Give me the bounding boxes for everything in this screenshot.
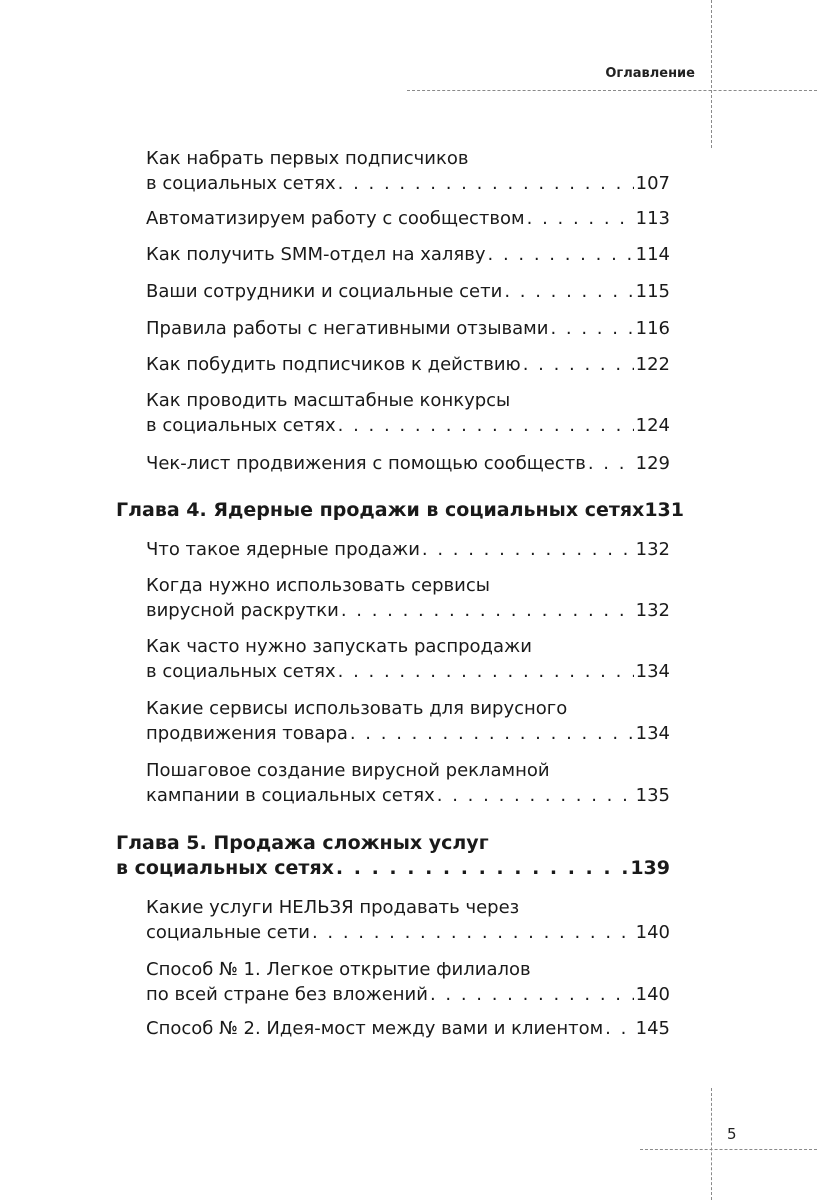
toc-entry-title: Правила работы с негативными отзывами — [146, 318, 549, 339]
toc-entry-title: в социальных сетях — [146, 661, 336, 682]
leader-dots — [350, 721, 634, 746]
toc-entry[interactable] — [146, 206, 670, 231]
toc-entry-title: социальные сети — [146, 922, 310, 943]
leader-dots — [527, 206, 634, 231]
toc-entry-title: Чек-лист продвижения с помощью сообществ — [146, 453, 586, 474]
toc-page-number: 115 — [635, 281, 670, 302]
toc-entry-title-line: Способ № 1. Легкое открытие филиалов — [146, 959, 531, 980]
page-title: Оглавление — [605, 66, 695, 81]
toc-entry-title: кампании в социальных сетях — [146, 785, 435, 806]
toc-chapter[interactable] — [116, 498, 684, 523]
toc-entry-title: в социальных сетях — [146, 173, 336, 194]
toc-entry[interactable] — [146, 146, 670, 196]
toc-entry-title-line: Пошаговое создание вирусной рекламной — [146, 760, 550, 781]
toc-page-number: 134 — [635, 723, 670, 744]
toc-page-number: 114 — [635, 244, 670, 265]
toc-entry[interactable] — [146, 758, 670, 808]
toc-entry-title: Автоматизируем работу с сообществом — [146, 208, 525, 229]
toc-entry-title-line: Какие сервисы использовать для вирусного — [146, 698, 568, 719]
toc-chapter-title-line: Глава 5. Продажа сложных услуг — [116, 832, 489, 854]
toc-entry[interactable] — [146, 957, 670, 1007]
leader-dots — [550, 316, 633, 341]
toc-page-number: 134 — [635, 661, 670, 682]
toc-entry-title: Как побудить подписчиков к действию — [146, 354, 521, 375]
toc-page-number: 129 — [635, 453, 670, 474]
toc-page-number: 145 — [635, 1018, 670, 1039]
toc-page-number: 132 — [635, 539, 670, 560]
toc-entry-title: Что такое ядерные продажи — [146, 539, 420, 560]
leader-dots — [341, 598, 634, 623]
toc-entry[interactable] — [146, 388, 670, 438]
leader-dots — [338, 413, 634, 438]
toc-entry[interactable] — [146, 1016, 670, 1041]
leader-dots — [588, 451, 634, 476]
toc-entry-title-line: Как набрать первых подписчиков — [146, 148, 469, 169]
toc-entry-title: Как получить SMM-отдел на халяву — [146, 244, 486, 265]
toc-entry-title-line: Какие услуги НЕЛЬЗЯ продавать через — [146, 897, 520, 918]
toc-entry[interactable] — [146, 316, 670, 341]
leader-dots — [338, 171, 634, 196]
toc-page-number: 135 — [635, 785, 670, 806]
leader-dots — [504, 279, 633, 304]
toc-entry-title: в социальных сетях — [146, 415, 336, 436]
leader-dots — [437, 783, 634, 808]
toc-entry-title: по всей стране без вложений — [146, 984, 428, 1005]
toc-entry[interactable] — [146, 696, 670, 746]
toc-entry[interactable] — [146, 895, 670, 945]
leader-dots — [336, 856, 628, 881]
toc-page-number: 131 — [644, 499, 684, 521]
toc-entry-title: продвижения товара — [146, 723, 348, 744]
leader-dots — [605, 1016, 633, 1041]
toc-entry[interactable] — [146, 537, 670, 562]
toc-entry-title-line: Как проводить масштабные конкурсы — [146, 390, 511, 411]
toc-page-number: 140 — [635, 922, 670, 943]
toc-page-number: 116 — [635, 318, 670, 339]
toc-page-number: 124 — [635, 415, 670, 436]
page-number: 5 — [727, 1125, 737, 1143]
toc-entry[interactable] — [146, 279, 670, 304]
toc-entry[interactable] — [146, 352, 670, 377]
toc-entry-title: Способ № 2. Идея-мост между вами и клиентом — [146, 1018, 604, 1039]
leader-dots — [430, 982, 634, 1007]
toc-page-number: 122 — [635, 354, 670, 375]
toc-page-number: 139 — [630, 857, 670, 879]
leader-dots — [488, 242, 634, 267]
toc-entry-title-line: Как часто нужно запускать распродажи — [146, 636, 532, 657]
leader-dots — [422, 537, 634, 562]
toc-page-number: 107 — [635, 173, 670, 194]
toc-chapter-title: в социальных сетях — [116, 857, 334, 879]
toc-entry-title: Ваши сотрудники и социальные сети — [146, 281, 503, 302]
toc-page-number: 140 — [635, 984, 670, 1005]
toc-entry[interactable] — [146, 573, 670, 623]
leader-dots — [312, 920, 634, 945]
leader-dots — [523, 352, 634, 377]
leader-dots — [338, 659, 634, 684]
toc-entry[interactable] — [146, 242, 670, 267]
toc-page-number: 132 — [635, 600, 670, 621]
toc-entry[interactable] — [146, 451, 670, 476]
toc-entry-title: вирусной раскрутки — [146, 600, 339, 621]
toc-chapter-title: Глава 4. Ядерные продажи в социальных сетях — [116, 499, 645, 521]
toc-chapter[interactable] — [116, 831, 670, 881]
toc-entry-title-line: Когда нужно использовать сервисы — [146, 575, 490, 596]
toc-page-number: 113 — [635, 208, 670, 229]
toc-entry[interactable] — [146, 634, 670, 684]
